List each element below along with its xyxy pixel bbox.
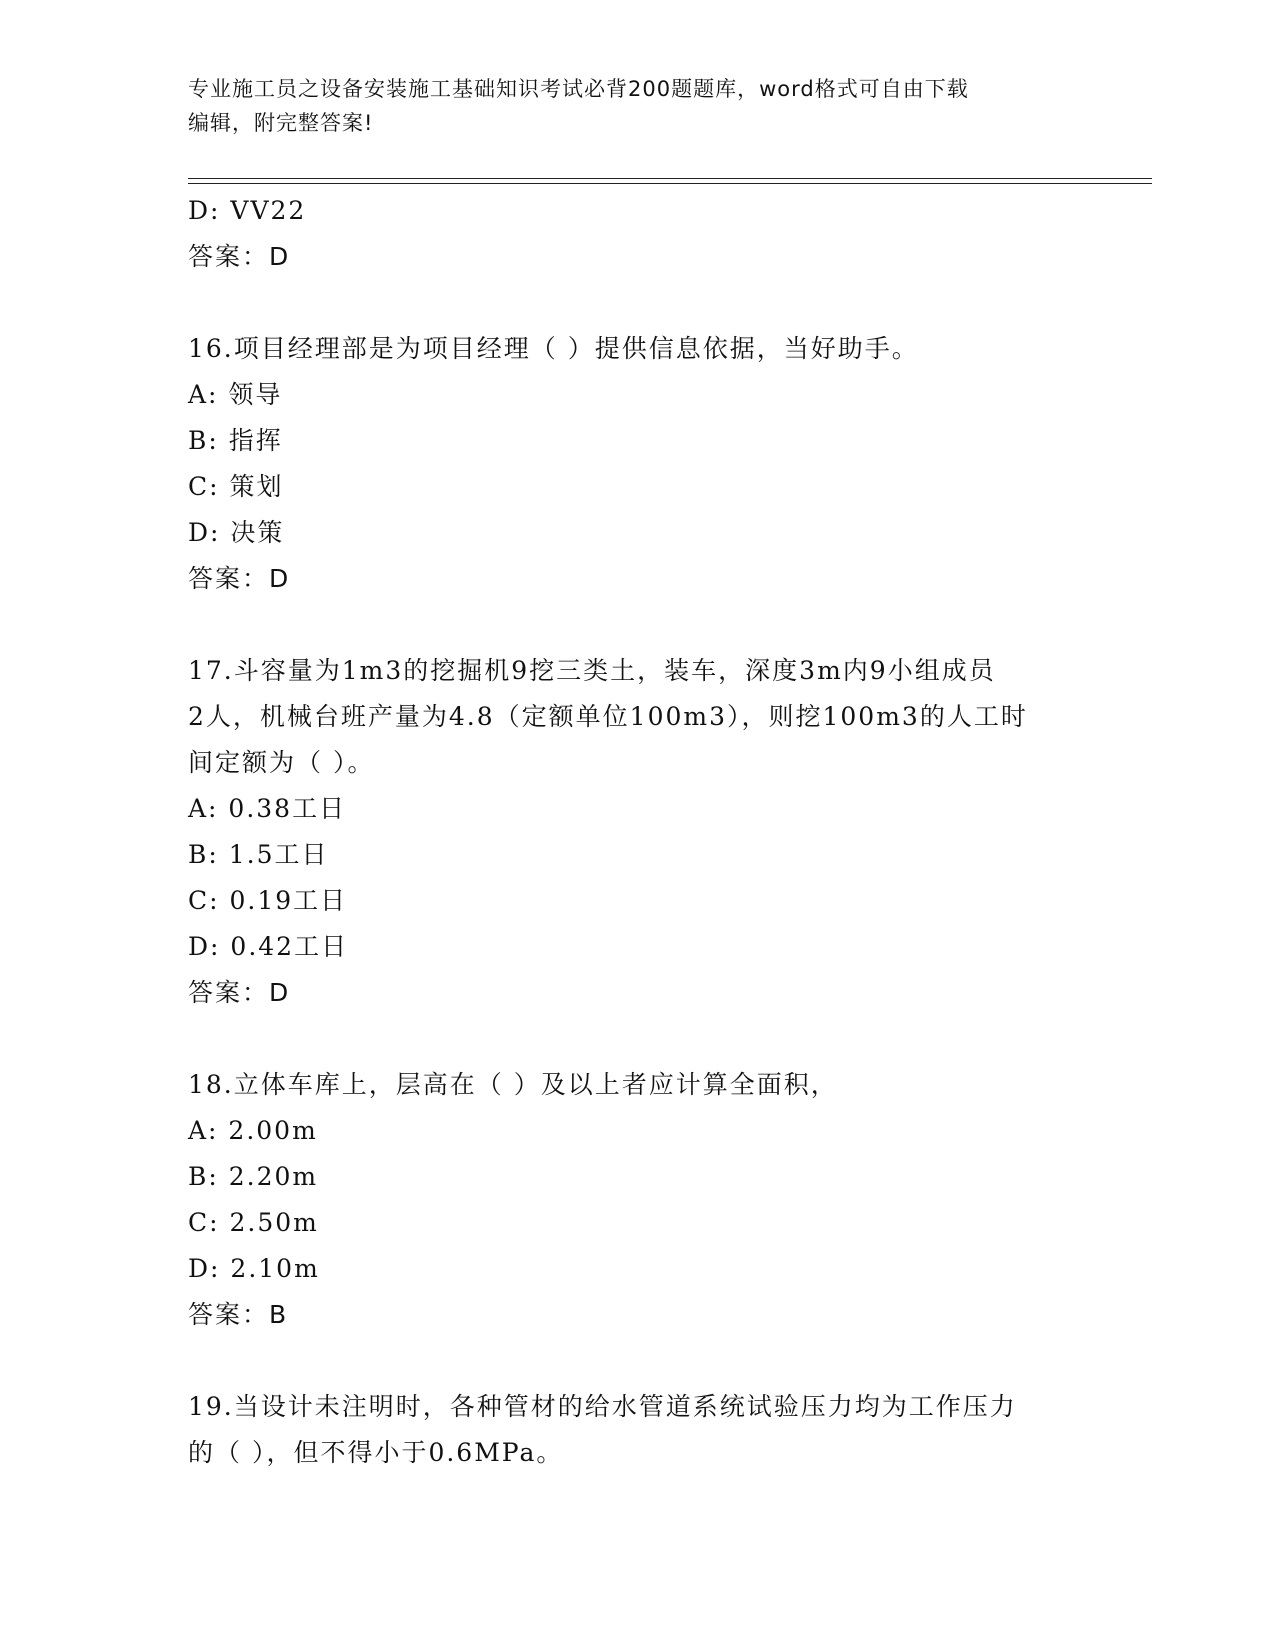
q15-answer: 答案：D (188, 242, 291, 271)
q17-option-c: C: 0.19工日 (188, 886, 348, 915)
q16-option-b: B: 指挥 (188, 426, 283, 455)
question-list (188, 188, 1088, 1476)
header-title-line-2: 编辑，附完整答案! (188, 111, 374, 135)
q18-option-a: A: 2.00m (188, 1116, 318, 1145)
q16-answer: 答案：D (188, 564, 291, 593)
q18-answer: 答案：B (188, 1300, 289, 1329)
q18-option-c: C: 2.50m (188, 1208, 319, 1237)
q19-stem-line-1: 19.当设计未注明时，各种管材的给水管道系统试验压力均为工作压力 (188, 1392, 1017, 1421)
q18-stem: 18.立体车库上，层高在（ ）及以上者应计算全面积， (188, 1070, 838, 1099)
q17-option-d: D: 0.42工日 (188, 932, 349, 961)
header-divider-top (188, 178, 1152, 179)
spacer (188, 602, 1088, 648)
spacer (188, 1016, 1088, 1062)
q18-option-d: D: 2.10m (188, 1254, 320, 1283)
spacer (188, 280, 1088, 326)
q15-option-d: D: VV22 (188, 196, 307, 225)
q17-stem-line-2: 2人，机械台班产量为4.8（定额单位100m3），则挖100m3的人工时 (188, 702, 1028, 731)
q17-stem-line-1: 17.斗容量为1m3的挖掘机9挖三类土，装车，深度3m内9小组成员 (188, 656, 996, 685)
spacer (188, 1338, 1088, 1384)
q16-stem: 16.项目经理部是为项目经理（ ）提供信息依据，当好助手。 (188, 334, 919, 363)
q18-option-b: B: 2.20m (188, 1162, 319, 1191)
q17-option-a: A: 0.38工日 (188, 794, 347, 823)
header-title-line-1: 专业施工员之设备安装施工基础知识考试必背200题题库，word格式可自由下载 (188, 77, 969, 101)
header-divider-bottom (188, 183, 1152, 184)
document-header (188, 72, 1088, 140)
q17-stem-line-3: 间定额为（ ）。 (188, 748, 375, 777)
q16-option-c: C: 策划 (188, 472, 284, 501)
q17-option-b: B: 1.5工日 (188, 840, 329, 869)
q16-option-d: D: 决策 (188, 518, 285, 547)
q17-answer: 答案：D (188, 978, 291, 1007)
q16-option-a: A: 领导 (188, 380, 283, 409)
q19-stem-line-2: 的（ ），但不得小于0.6MPa。 (188, 1438, 564, 1467)
